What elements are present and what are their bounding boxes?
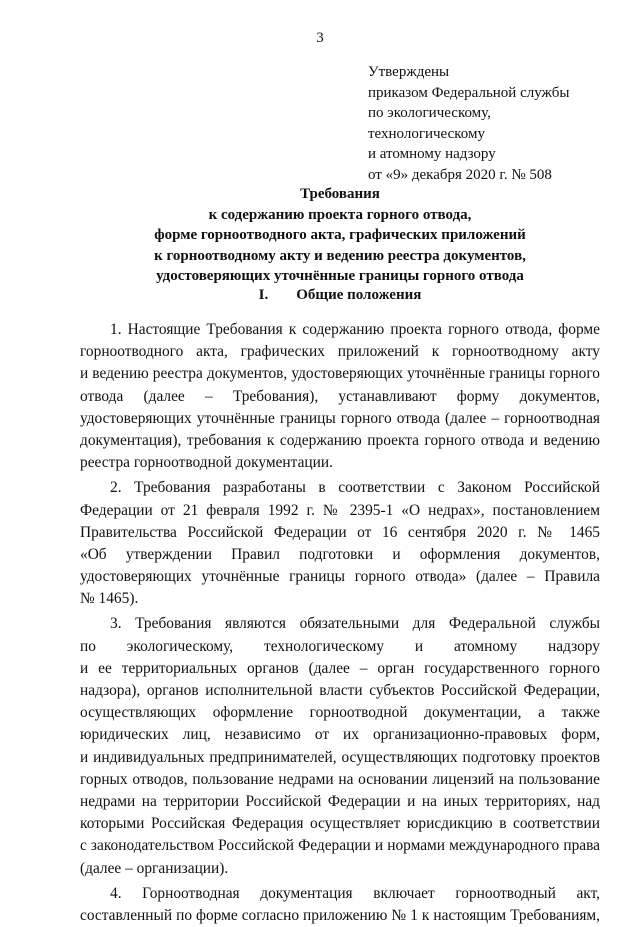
paragraph-line: надзора), органов исполнительной власти субъектов Российской Федерации, — [80, 682, 600, 699]
section-number: I. — [258, 287, 269, 303]
paragraph-line: 1. Настоящие Требования к содержанию проекта горного отвода, форме — [110, 321, 600, 338]
paragraph-line: которыми Российская Федерация осуществляет юрисдикцию в соответствии — [80, 815, 600, 833]
document-title — [80, 184, 600, 287]
paragraph-line: и ее территориальных органов (далее – орган государственного горного — [80, 659, 600, 677]
paragraph-line: юридических лиц, независимо от их организационно-правовых форм, — [80, 726, 600, 744]
paragraph-line: удостоверяющих уточнённые границы горного отвода» (далее – Правила — [80, 568, 600, 586]
title-line: к горноотводному акту и ведению реестра документов, — [154, 247, 526, 264]
approval-line: Утверждены — [368, 64, 450, 80]
paragraph-line: 2. Требования разработаны в соответствии с Законом Российской — [110, 479, 600, 497]
paragraph-line: недрами на территории Российской Федерации и на иных территориях, над — [80, 792, 600, 810]
section-title: Общие положения — [296, 287, 422, 303]
paragraph-line: удостоверяющих уточнённые границы горного отвода (далее – горноотводная — [80, 409, 600, 427]
title-line: форме горноотводного акта, графических приложений — [154, 227, 526, 244]
paragraph-line: № 1465). — [80, 590, 139, 608]
paragraph-line: 3. Требования являются обязательными для Федеральной службы — [110, 615, 600, 633]
paragraph-line: по экологическому, технологическому и атомному надзору — [80, 637, 600, 655]
paragraph-line: реестра горноотводной документации. — [80, 454, 333, 472]
approval-stamp — [368, 62, 608, 186]
paragraph-line: с законодательством Российской Федерации и нормами международного права — [80, 837, 600, 855]
paragraph-line: и ведению реестра документов, удостоверяющих уточнённые границы горного — [80, 365, 600, 383]
paragraph-line: и индивидуальных предпринимателей, осуществляющих подготовку проектов — [80, 748, 600, 766]
approval-line: и атомному надзору — [368, 146, 496, 163]
paragraph-line: Правительства Российской Федерации от 16 сентября 2020 г. № 1465 — [80, 523, 600, 541]
paragraph-line: отвода (далее – Требования), устанавливают форму документов, — [80, 387, 600, 405]
paragraph-line: горных отводов, пользование недрами на основании лицензий на пользование — [80, 770, 600, 788]
approval-line: от «9» декабря 2020 г. № 508 — [368, 166, 552, 183]
paragraph-line: составленный по форме согласно приложению № 1 к настоящим Требованиям, — [80, 906, 600, 924]
page-number: 3 — [316, 30, 324, 46]
approval-line: технологическому — [368, 125, 485, 142]
title-line: к содержанию проекта горного отвода, — [208, 206, 472, 223]
title-line: удостоверяющих уточнённые границы горного отвода — [156, 268, 524, 285]
title-line: Требования — [300, 186, 380, 202]
approval-line: по экологическому, — [368, 105, 491, 122]
paragraph-line: 4. Горноотводная документация включает горноотводный акт, — [110, 884, 600, 902]
paragraph-line: Федерации от 21 февраля 1992 г. № 2395-1 «О недрах», постановлением — [80, 501, 600, 519]
section-heading — [80, 287, 600, 304]
body-text — [80, 319, 600, 927]
paragraph-line: осуществляющих оформление горноотводной документации, а также — [80, 704, 600, 722]
paragraph-line: документация), требования к содержанию проекта горного отвода и ведению — [80, 431, 600, 449]
paragraph-line: горноотводного акта, графических приложений к горноотводному акту — [80, 343, 600, 361]
approval-line: приказом Федеральной службы — [368, 84, 570, 101]
paragraph-line: (далее – организации). — [80, 859, 229, 877]
paragraph-line: «Об утверждении Правил подготовки и оформления документов, — [80, 545, 600, 563]
